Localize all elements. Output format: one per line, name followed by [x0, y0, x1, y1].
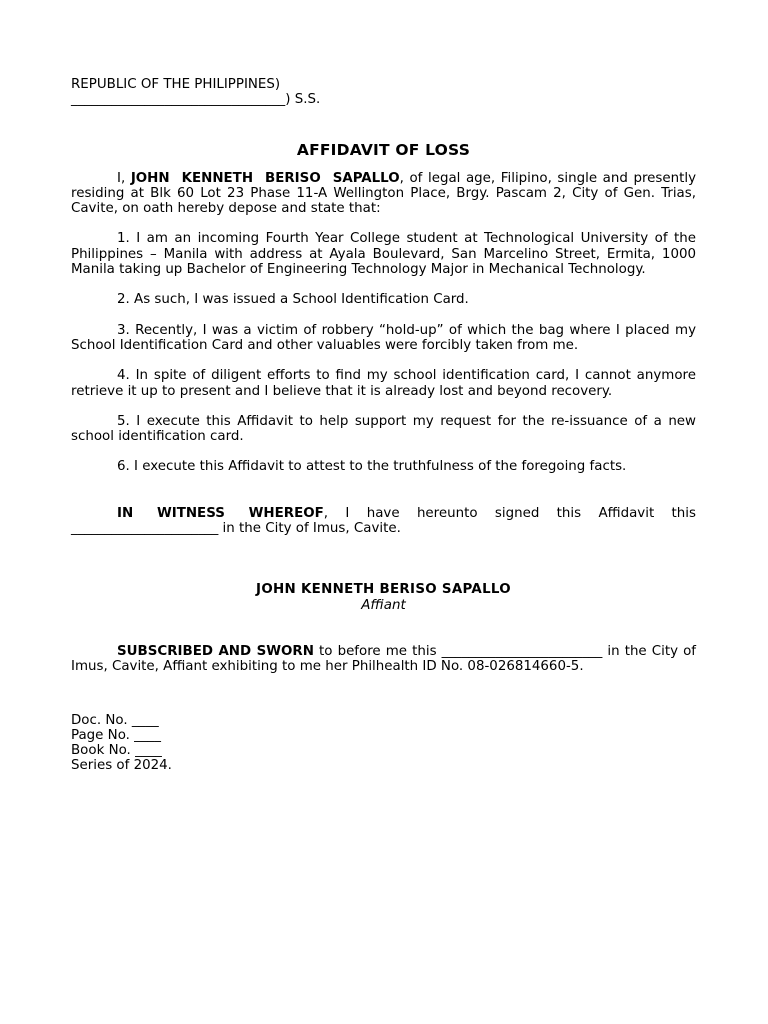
- witness-rest: , I have hereunto signed this Affidavit this ______________________ in the City of Imus, Cavite.: [71, 505, 696, 537]
- paragraph-5: 5. I execute this Affidavit to help support my request for the re-issuance of a new school identification card.: [71, 413, 696, 445]
- venue-republic-line: REPUBLIC OF THE PHILIPPINES): [71, 77, 281, 92]
- intro-paragraph: [71, 171, 696, 217]
- paragraph-4: 4. In spite of diligent efforts to find my school identification card, I cannot anymore retrieve it up to present and I believe that it is already lost and beyond recovery.: [71, 368, 696, 399]
- affidavit-page: [71, 77, 696, 774]
- paragraph-1: 1. I am an incoming Fourth Year College student at Technological University of the Philippines – Manila with address at Ayala Boulevard, San Marcelino Street, Ermita, 1000 Manila taking up Bachelor of Engineering Technology Major in Mechanical Technology.: [71, 231, 696, 278]
- witness-heading: IN WITNESS WHEREOF: [117, 505, 324, 521]
- venue-ss-line: ________________________________) S.S.: [71, 92, 321, 108]
- intro-lead: I,: [117, 170, 131, 186]
- jurat-heading: SUBSCRIBED AND SWORN: [117, 643, 314, 659]
- affiant-role: Affiant: [361, 597, 406, 613]
- paragraph-6: 6. I execute this Affidavit to attest to the truthfulness of the foregoing facts.: [117, 459, 627, 475]
- page-no: Page No. ____: [71, 727, 161, 743]
- jurat-rest: to before me this ________________________ in the City of Imus, Cavite, Affiant exhibiting to me her Philhealth ID No. 08-026814660-5.: [71, 643, 696, 675]
- witness-paragraph: [71, 506, 696, 537]
- series-year: Series of 2024.: [71, 758, 172, 774]
- jurat-paragraph: [71, 644, 696, 675]
- document-title: AFFIDAVIT OF LOSS: [296, 140, 471, 159]
- notarial-register: [71, 713, 696, 774]
- doc-no: Doc. No. ____: [71, 712, 159, 728]
- intro-affiant-name: JOHN KENNETH BERISO SAPALLO: [130, 170, 400, 186]
- affiant-signature-block: [71, 582, 696, 613]
- book-no: Book No. ____: [71, 743, 162, 759]
- paragraph-3: 3. Recently, I was a victim of robbery “hold-up” of which the bag where I placed my School Identification Card and other valuables were forcibly taken from me.: [71, 322, 696, 353]
- paragraph-2: 2. As such, I was issued a School Identification Card.: [117, 292, 469, 308]
- affiant-name: JOHN KENNETH BERISO SAPALLO: [256, 582, 511, 598]
- intro-rest: , of legal age, Filipino, single and presently residing at Blk 60 Lot 23 Phase 11-A Wellington Place, Brgy. Pascam 2, City of Gen. Trias, Cavite, on oath hereby depose and state that:: [71, 170, 696, 217]
